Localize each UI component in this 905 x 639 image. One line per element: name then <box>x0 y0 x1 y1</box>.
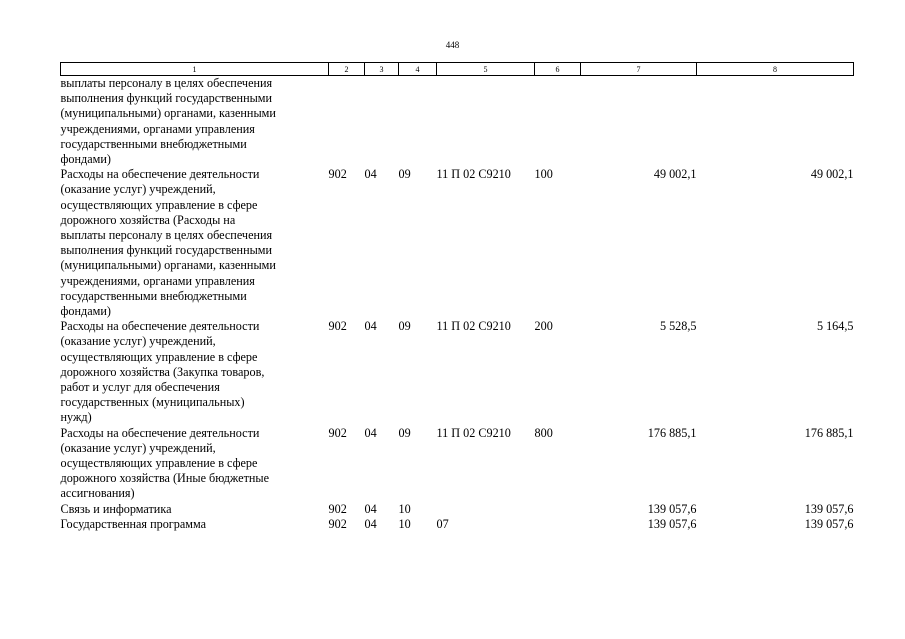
page-number: 448 <box>445 40 460 50</box>
description-line: (муниципальными) органами, казенными <box>60 106 276 121</box>
cell-code-3: 04 <box>364 167 377 182</box>
description-line: государственных (муниципальных) <box>60 395 245 410</box>
description-line: осуществляющих управление в сфере <box>60 197 258 212</box>
cell-amount-7 <box>581 76 697 168</box>
description-line: выплаты персоналу в целях обеспечения <box>60 228 273 243</box>
row-description <box>61 517 329 532</box>
cell-amount-8: 139 057,6 <box>804 501 854 516</box>
cell-code-5 <box>437 502 535 517</box>
description-line: нужд) <box>60 410 92 425</box>
table-body <box>61 76 854 533</box>
table-row <box>61 76 854 168</box>
cell-code-2: 902 <box>328 425 347 440</box>
cell-code-6: 200 <box>534 319 553 334</box>
budget-table <box>60 62 854 532</box>
cell-amount-8: 139 057,6 <box>804 516 854 531</box>
cell-code-5: 11 П 02 С9210 <box>436 319 511 334</box>
cell-code-3 <box>365 76 399 168</box>
cell-amount-8 <box>697 76 854 168</box>
cell-code-5 <box>437 76 535 168</box>
column-header-4: 4 <box>399 63 437 76</box>
description-line: учреждениями, органами управления <box>60 121 255 136</box>
cell-code-4: 10 <box>398 501 411 516</box>
cell-code-6 <box>535 517 581 532</box>
cell-code-3: 04 <box>364 425 377 440</box>
column-header-1: 1 <box>61 63 329 76</box>
cell-code-2: 902 <box>328 167 347 182</box>
cell-code-4: 09 <box>398 425 411 440</box>
row-description <box>61 426 329 502</box>
cell-amount-8: 5 164,5 <box>816 319 854 334</box>
cell-amount-7: 5 528,5 <box>659 319 697 334</box>
column-header-5: 5 <box>437 63 535 76</box>
description-line: ассигнования) <box>60 486 135 501</box>
cell-code-2: 902 <box>328 319 347 334</box>
row-description <box>61 502 329 517</box>
description-line: Расходы на обеспечение деятельности <box>60 319 260 334</box>
description-line: Государственная программа <box>60 516 207 531</box>
column-header-6: 6 <box>535 63 581 76</box>
header-row <box>61 63 854 76</box>
cell-code-3: 04 <box>364 516 377 531</box>
cell-code-5: 11 П 02 С9210 <box>436 167 511 182</box>
description-line: работ и услуг для обеспечения <box>60 380 220 395</box>
cell-code-6 <box>535 76 581 168</box>
description-line: осуществляющих управление в сфере <box>60 349 258 364</box>
cell-code-4: 09 <box>398 319 411 334</box>
cell-code-4: 10 <box>398 516 411 531</box>
row-description <box>61 167 329 319</box>
description-line: выполнения функций государственными <box>60 91 273 106</box>
row-description <box>61 319 329 425</box>
cell-code-3: 04 <box>364 319 377 334</box>
table-row <box>61 319 854 425</box>
column-header-3: 3 <box>365 63 399 76</box>
column-header-2: 2 <box>329 63 365 76</box>
description-line: осуществляющих управление в сфере <box>60 456 258 471</box>
cell-amount-7: 176 885,1 <box>647 425 697 440</box>
description-line: выплаты персоналу в целях обеспечения <box>60 76 273 90</box>
cell-code-2: 902 <box>328 501 347 516</box>
cell-code-3: 04 <box>364 501 377 516</box>
description-line: государственными внебюджетными <box>60 136 247 151</box>
cell-amount-8: 176 885,1 <box>804 425 854 440</box>
cell-code-5: 11 П 02 С9210 <box>436 425 511 440</box>
cell-amount-8: 49 002,1 <box>810 167 854 182</box>
cell-amount-7: 49 002,1 <box>653 167 697 182</box>
table-row <box>61 167 854 319</box>
description-line: государственными внебюджетными <box>60 288 247 303</box>
cell-amount-7: 139 057,6 <box>647 501 697 516</box>
description-line: фондами) <box>60 152 111 167</box>
description-line: дорожного хозяйства (Расходы на <box>60 212 236 227</box>
cell-code-6 <box>535 502 581 517</box>
table-row <box>61 426 854 502</box>
column-header-7: 7 <box>581 63 697 76</box>
description-line: учреждениями, органами управления <box>60 273 255 288</box>
cell-code-4: 09 <box>398 167 411 182</box>
row-description <box>61 76 329 168</box>
description-line: дорожного хозяйства (Закупка товаров, <box>60 364 265 379</box>
cell-code-5: 07 <box>436 516 449 531</box>
column-header-8: 8 <box>697 63 854 76</box>
description-line: (оказание услуг) учреждений, <box>60 334 216 349</box>
description-line: дорожного хозяйства (Иные бюджетные <box>60 471 270 486</box>
cell-code-2: 902 <box>328 516 347 531</box>
table-row <box>61 517 854 532</box>
cell-code-6: 800 <box>534 425 553 440</box>
description-line: (оказание услуг) учреждений, <box>60 182 216 197</box>
cell-code-6: 100 <box>534 167 553 182</box>
cell-amount-7: 139 057,6 <box>647 516 697 531</box>
description-line: выполнения функций государственными <box>60 243 273 258</box>
description-line: (муниципальными) органами, казенными <box>60 258 276 273</box>
description-line: Расходы на обеспечение деятельности <box>60 425 260 440</box>
description-line: Расходы на обеспечение деятельности <box>60 167 260 182</box>
table-row <box>61 502 854 517</box>
description-line: (оказание услуг) учреждений, <box>60 440 216 455</box>
description-line: фондами) <box>60 304 111 319</box>
description-line: Связь и информатика <box>60 501 172 516</box>
cell-code-4 <box>399 76 437 168</box>
table-header <box>61 63 854 76</box>
cell-code-2 <box>329 76 365 168</box>
